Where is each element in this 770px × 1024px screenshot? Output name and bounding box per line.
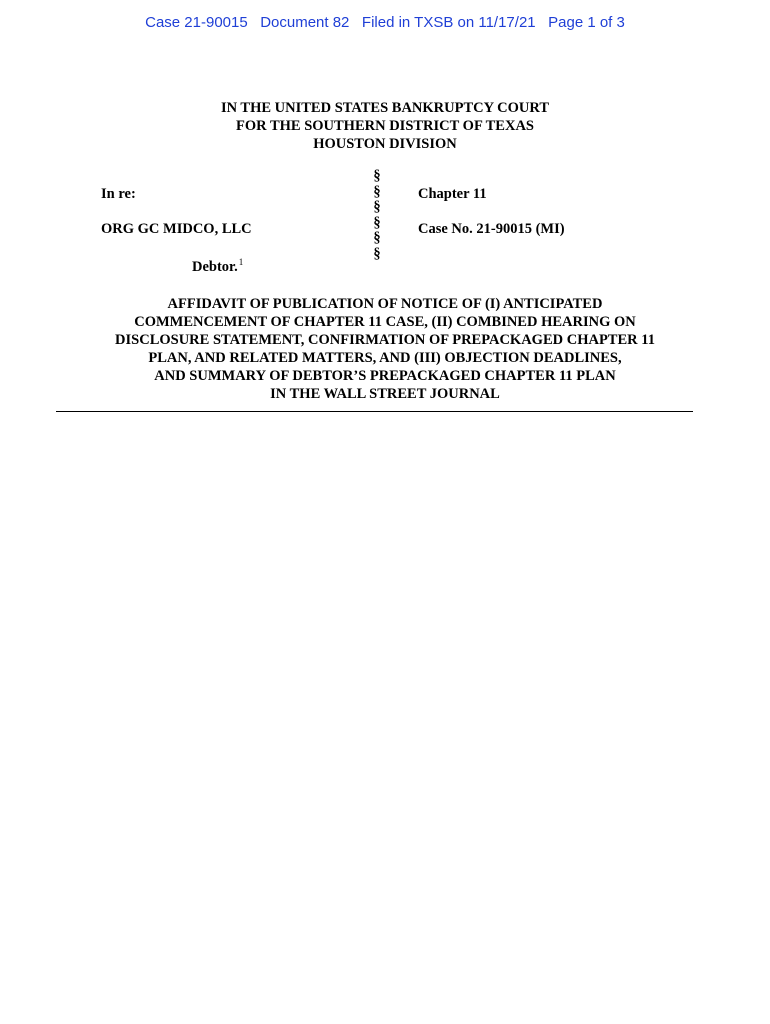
section-mark: § xyxy=(373,183,381,200)
title-line: DISCLOSURE STATEMENT, CONFIRMATION OF PREPACKAGED CHAPTER 11 xyxy=(115,332,655,348)
court-district-line: FOR THE SOUTHERN DISTRICT OF TEXAS xyxy=(235,118,534,134)
court-division-line: HOUSTON DIVISION xyxy=(313,136,457,152)
court-heading xyxy=(0,99,770,153)
section-mark: § xyxy=(373,168,381,184)
case-number: Case No. 21-90015 (MI) xyxy=(418,221,565,237)
footnote-ref: 1 xyxy=(238,257,244,267)
section-mark: § xyxy=(373,214,381,231)
section-mark: § xyxy=(373,245,381,262)
debtor-label xyxy=(192,257,243,276)
title-line: PLAN, AND RELATED MATTERS, AND (III) OBJECTION DEADLINES, xyxy=(148,350,622,366)
title-line: AND SUMMARY OF DEBTOR’S PREPACKAGED CHAPTER 11 PLAN xyxy=(154,368,616,384)
title-line: IN THE WALL STREET JOURNAL xyxy=(270,386,500,402)
debtor-label-text: Debtor. xyxy=(192,259,238,275)
filing-stamp: Case 21-90015 Document 82 Filed in TXSB on 11/17/21 Page 1 of 3 xyxy=(145,14,625,31)
title-divider xyxy=(56,411,693,412)
debtor-name: ORG GC MIDCO, LLC xyxy=(101,221,252,237)
title-line: AFFIDAVIT OF PUBLICATION OF NOTICE OF (I) ANTICIPATED xyxy=(167,296,603,312)
court-name-line: IN THE UNITED STATES BANKRUPTCY COURT xyxy=(220,100,550,116)
document-title xyxy=(60,295,710,403)
in-re-label: In re: xyxy=(101,186,136,202)
chapter-label: Chapter 11 xyxy=(418,186,487,202)
section-marks-column xyxy=(370,169,384,263)
section-mark: § xyxy=(373,230,381,247)
section-mark: § xyxy=(373,199,381,216)
title-line: COMMENCEMENT OF CHAPTER 11 CASE, (II) COMBINED HEARING ON xyxy=(134,314,636,330)
